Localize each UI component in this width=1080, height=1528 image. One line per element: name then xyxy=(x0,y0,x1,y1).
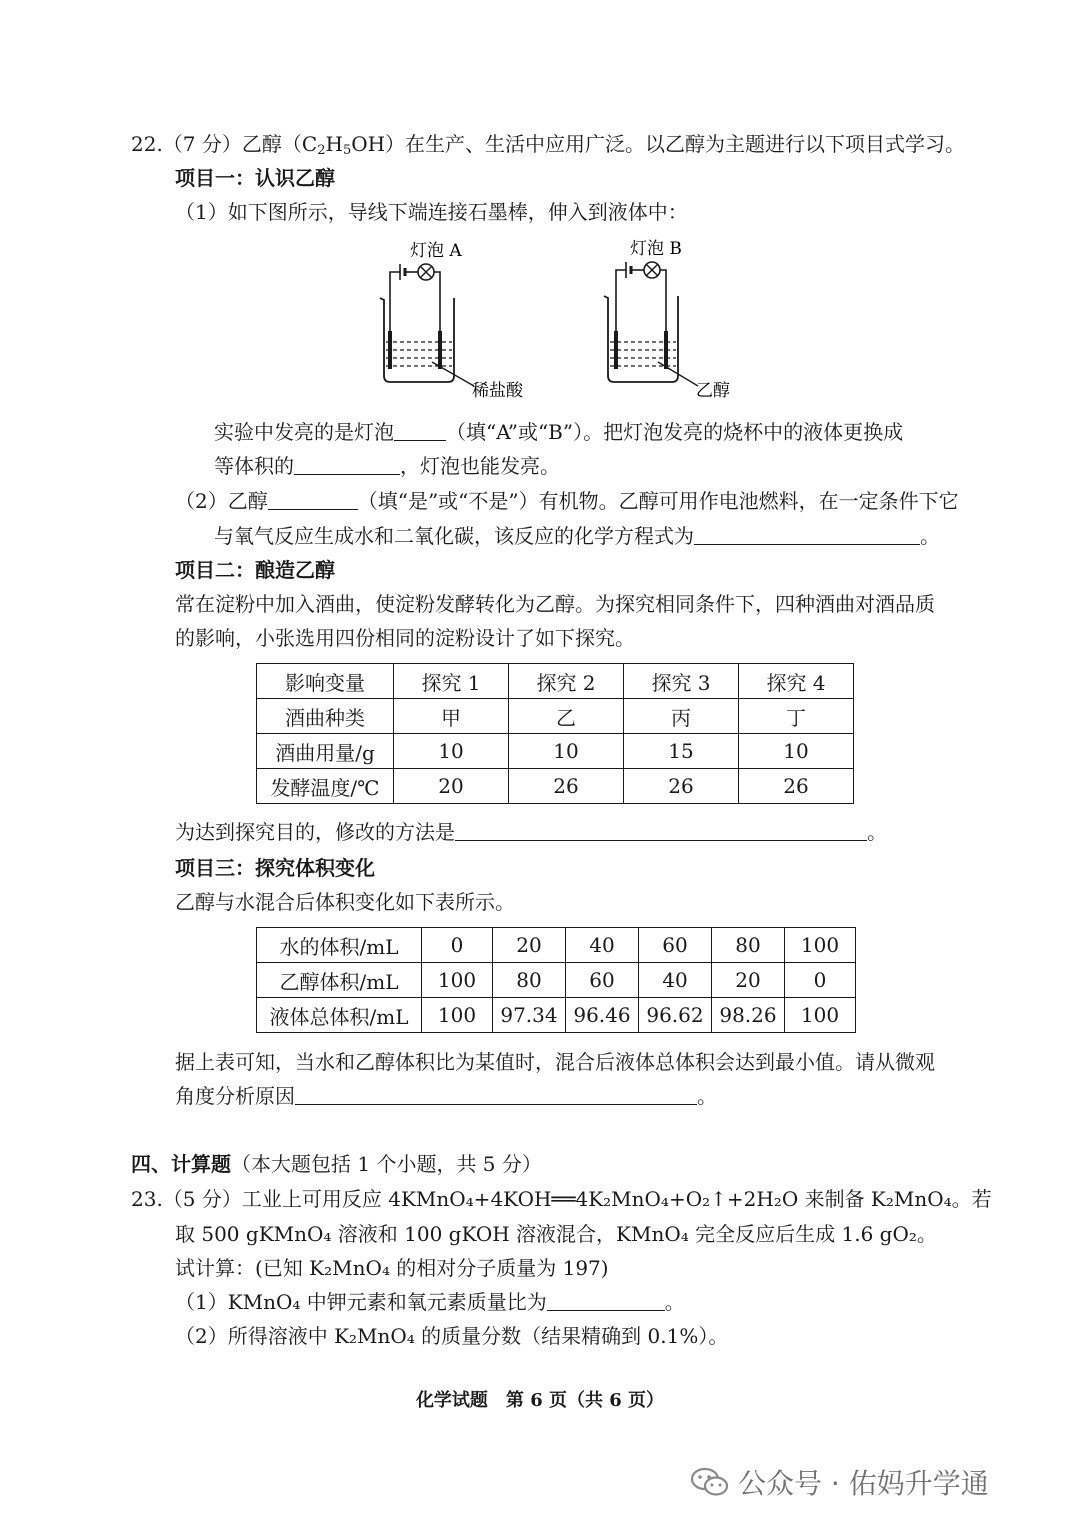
table-cell: 酒曲种类 xyxy=(257,699,394,734)
answer-blank[interactable] xyxy=(394,418,446,441)
table-cell: 影响变量 xyxy=(257,664,394,699)
p3-after1: 据上表可知，当水和乙醇体积比为某值时，混合后液体总体积会达到最小值。请从微观 xyxy=(175,1050,935,1074)
table-cell: 20 xyxy=(712,963,785,998)
answer-blank[interactable] xyxy=(295,1082,697,1105)
table-cell: 80 xyxy=(493,963,566,998)
p1-question1: （1）如下图所示，导线下端连接石墨棒，伸入到液体中： xyxy=(175,200,688,224)
experiment-table xyxy=(256,663,854,804)
q22-header: 22.（7 分）乙醇$(C_2H_5OH)$在生产、生活中应用广泛。以乙醇为主题进行以下项目式学习。 xyxy=(131,132,966,158)
table-cell: 100 xyxy=(785,998,856,1033)
bulb-b-label: 灯泡 B xyxy=(630,239,682,259)
table-cell: 26 xyxy=(509,769,624,804)
table-cell: 96.46 xyxy=(566,998,639,1033)
table-cell: 20 xyxy=(394,769,509,804)
answer-blank[interactable] xyxy=(268,487,358,510)
p3-after2: 角度分析原因 。 xyxy=(175,1084,717,1108)
table-cell: 丁 xyxy=(739,699,854,734)
table-cell: 液体总体积/mL xyxy=(257,998,422,1033)
table-cell: 96.62 xyxy=(639,998,712,1033)
table-cell: 酒曲用量/g xyxy=(257,734,394,769)
table-cell: 60 xyxy=(639,928,712,963)
answer-blank[interactable] xyxy=(455,818,867,841)
table-cell: 探究 4 xyxy=(739,664,854,699)
table-cell: 20 xyxy=(493,928,566,963)
table-cell: 水的体积/mL xyxy=(257,928,422,963)
p2-text1: 常在淀粉中加入酒曲，使淀粉发酵转化为乙醇。为探究相同条件下，四种酒曲对酒品质 xyxy=(175,592,935,616)
p1-question2-line2: 与氧气反应生成水和二氧化碳，该反应的化学方程式为 。 xyxy=(214,524,940,548)
answer-blank[interactable] xyxy=(547,1288,665,1311)
volume-table xyxy=(256,927,856,1033)
wechat-icon xyxy=(690,1466,730,1498)
table-cell: 10 xyxy=(739,734,854,769)
table-cell: 100 xyxy=(785,928,856,963)
q23-question2: （2）所得溶液中 K₂MnO₄ 的质量分数（结果精确到 0.1%）。 xyxy=(175,1324,729,1348)
bulb-a-label: 灯泡 A xyxy=(410,241,462,261)
circuit-diagram-b xyxy=(596,236,776,406)
page-footer: 化学试题 第 6 页（共 6 页） xyxy=(415,1390,665,1411)
q23-line3: 试计算：(已知 K₂MnO₄ 的相对分子质量为 197) xyxy=(175,1256,609,1280)
p1-question2: （2）乙醇 （填“是”或“不是”）有机物。乙醇可用作电池燃料，在一定条件下它 xyxy=(175,489,959,513)
table-cell: 40 xyxy=(639,963,712,998)
p2-text2: 的影响，小张选用四份相同的淀粉设计了如下探究。 xyxy=(175,626,635,650)
table-cell: 发酵温度/℃ xyxy=(257,769,394,804)
table-row xyxy=(257,963,856,998)
table-cell: 10 xyxy=(509,734,624,769)
table-cell: 98.26 xyxy=(712,998,785,1033)
table-cell: 探究 3 xyxy=(624,664,739,699)
p3-text: 乙醇与水混合后体积变化如下表所示。 xyxy=(175,890,515,914)
table-cell: 乙 xyxy=(509,699,624,734)
watermark: 公众号 · 佑妈升学通 xyxy=(738,1467,989,1500)
table-cell: 丙 xyxy=(624,699,739,734)
table-cell: 10 xyxy=(394,734,509,769)
answer-blank[interactable] xyxy=(294,452,400,475)
table-row xyxy=(257,928,856,963)
table-cell: 60 xyxy=(566,963,639,998)
p1-text1: 实验中发亮的是灯泡 （填“A”或“B”）。把灯泡发亮的烧杯中的液体更换成 xyxy=(214,420,904,444)
p1-text2: 等体积的 ，灯泡也能发亮。 xyxy=(214,454,560,478)
liquid-a-label: 稀盐酸 xyxy=(472,381,523,401)
answer-blank[interactable] xyxy=(694,522,920,545)
table-cell: 40 xyxy=(566,928,639,963)
table-cell: 100 xyxy=(422,998,493,1033)
table-cell: 80 xyxy=(712,928,785,963)
table-row xyxy=(257,734,854,769)
table-cell: 0 xyxy=(422,928,493,963)
table-cell: 100 xyxy=(422,963,493,998)
table-cell: 甲 xyxy=(394,699,509,734)
table-cell: 15 xyxy=(624,734,739,769)
circuit-diagram-a xyxy=(372,236,552,406)
table-cell: 26 xyxy=(624,769,739,804)
project2-title: 项目二：酿造乙醇 xyxy=(175,558,335,582)
table-row xyxy=(257,998,856,1033)
project1-title: 项目一：认识乙醇 xyxy=(175,166,335,190)
table-row xyxy=(257,769,854,804)
project3-title: 项目三：探究体积变化 xyxy=(175,856,375,880)
table-row xyxy=(257,699,854,734)
section4-heading: 四、计算题（本大题包括 1 个小题，共 5 分） xyxy=(131,1152,542,1176)
table-cell: 0 xyxy=(785,963,856,998)
table-cell: 乙醇体积/mL xyxy=(257,963,422,998)
liquid-b-label: 乙醇 xyxy=(696,381,730,401)
table-cell: 97.34 xyxy=(493,998,566,1033)
p2-after: 为达到探究目的，修改的方法是 。 xyxy=(175,820,887,844)
table-cell: 探究 2 xyxy=(509,664,624,699)
table-cell: 探究 1 xyxy=(394,664,509,699)
table-row xyxy=(257,664,854,699)
q23-question1: （1）KMnO₄ 中钾元素和氧元素质量比为 。 xyxy=(175,1290,685,1314)
q23-line1: 23.（5 分）工业上可用反应 4KMnO₄+4KOH══4K₂MnO₄+O₂↑+2H₂O 来制备 K₂MnO₄。若 xyxy=(131,1187,992,1211)
table-cell: 26 xyxy=(739,769,854,804)
q23-line2: 取 500 gKMnO₄ 溶液和 100 gKOH 溶液混合，KMnO₄ 完全反应后生成 1.6 gO₂。 xyxy=(175,1222,937,1246)
